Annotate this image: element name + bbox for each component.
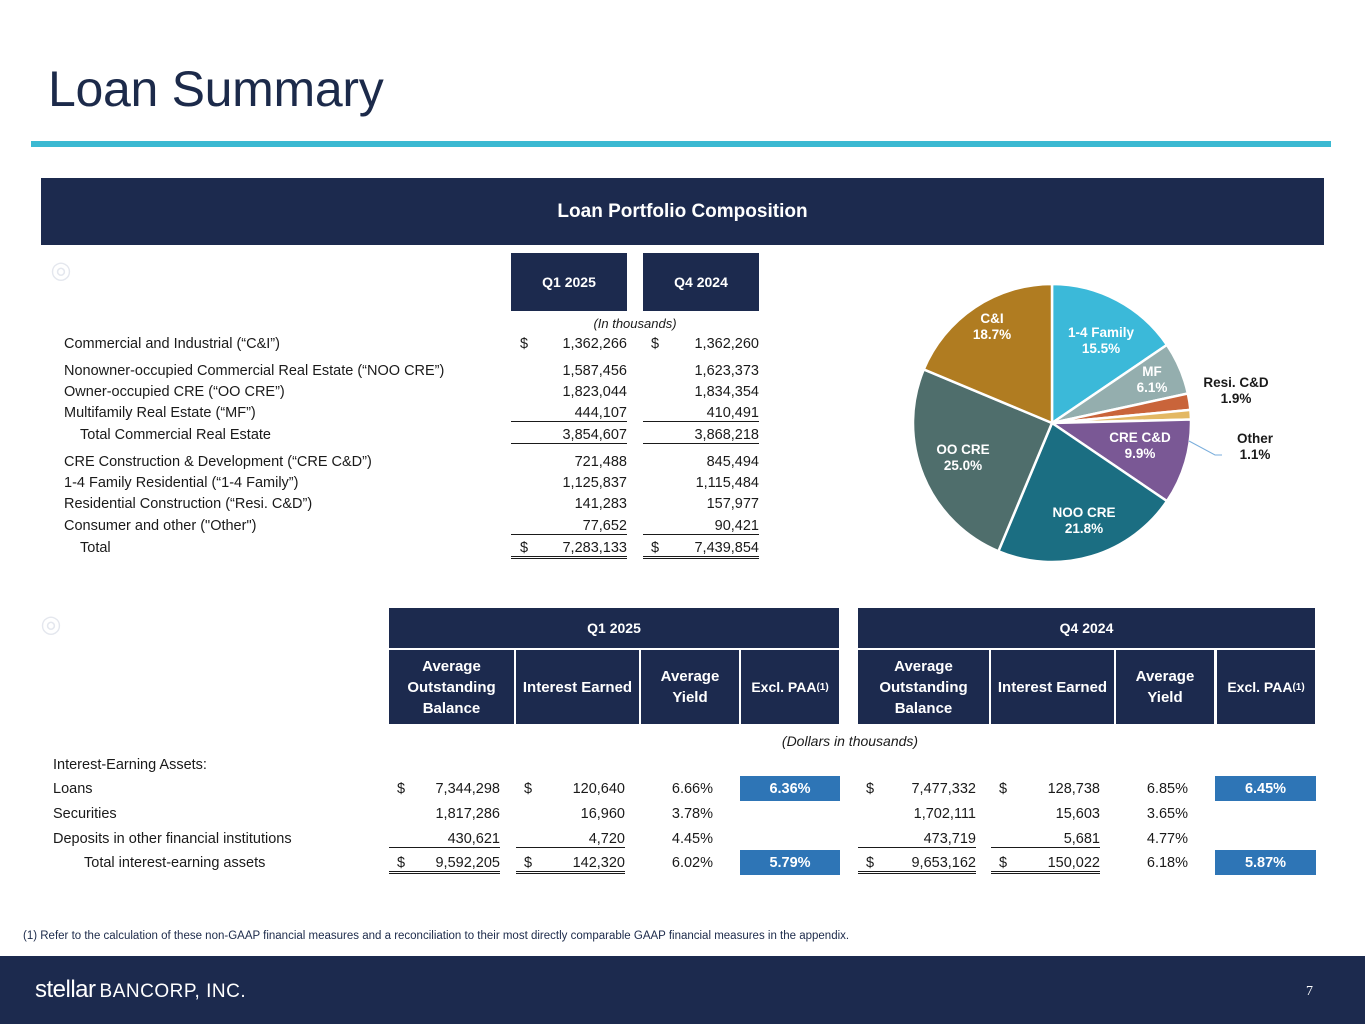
header-text: Average Outstanding Balance <box>879 657 968 717</box>
slice-percent: 9.9% <box>1124 446 1156 461</box>
slice-percent: 1.9% <box>1220 391 1252 406</box>
value-q4-2024: 157,977 <box>706 496 759 512</box>
row-label: Total <box>80 540 111 556</box>
section-label-row <box>0 757 1365 777</box>
interest-earned-q4: 15,603 <box>1055 806 1100 822</box>
value-q4-2024: 410,491 <box>643 405 759 422</box>
yield-header-q1-2025: Q1 2025 <box>389 608 839 648</box>
company-logo <box>35 976 246 1004</box>
value-q1-2025: 1,125,837 <box>562 475 627 491</box>
row-label: Multifamily Real Estate (“MF”) <box>64 405 256 421</box>
value-q4-2024: 1,623,373 <box>694 363 759 379</box>
avg-balance-q4: 473,719 <box>858 831 976 848</box>
footnote-marker: (1) <box>1292 681 1305 693</box>
header-text: Average Yield <box>1135 668 1195 706</box>
watermark-icon: ◎ <box>50 257 72 284</box>
header-text: Interest Earned <box>997 678 1108 696</box>
row-label: CRE Construction & Development (“CRE C&D”) <box>64 454 372 470</box>
currency-symbol: $ <box>651 540 660 556</box>
interest-earned-q1: 120,640 <box>572 781 625 797</box>
slice-percent: 6.1% <box>1136 380 1168 395</box>
row-label: Total interest-earning assets <box>84 855 266 871</box>
avg-yield-q1: 3.78% <box>671 806 713 822</box>
slice-percent: 1.1% <box>1239 447 1271 462</box>
value-q4-2024: 1,115,484 <box>695 475 759 491</box>
section-label: Interest-Earning Assets: <box>53 757 207 773</box>
footer-bar <box>0 956 1365 1024</box>
slice-percent: 21.8% <box>1064 521 1104 536</box>
currency-symbol: $ <box>866 781 875 797</box>
logo-wordmark: stellar <box>35 976 96 1003</box>
value-q4-2024: 1,834,354 <box>694 384 759 400</box>
slice-name: MF <box>1142 364 1162 379</box>
interest-earned-q1: 142,320 <box>516 855 625 874</box>
footnote: (1) Refer to the calculation of these non-GAAP financial measures and a reconciliation to their most directly comparable GAAP financial measures in the appendix. <box>23 930 850 942</box>
excl-paa-q1-highlight: 6.36% <box>740 776 840 801</box>
avg-yield-q4: 3.65% <box>1146 806 1188 822</box>
row-label: 1-4 Family Residential (“1-4 Family”) <box>64 475 299 491</box>
row-label: Securities <box>53 806 117 822</box>
logo-subtitle: BANCORP, INC. <box>99 981 247 1002</box>
leader-line <box>1189 441 1222 455</box>
avg-balance-q1: 430,621 <box>389 831 500 848</box>
yield-row <box>0 781 1365 801</box>
section-header: Loan Portfolio Composition <box>41 178 1324 245</box>
slice-percent: 15.5% <box>1081 341 1121 356</box>
yield-header-q4-2024: Q4 2024 <box>858 608 1315 648</box>
avg-balance-q1: 1,817,286 <box>435 806 500 822</box>
yield-row <box>0 806 1365 826</box>
currency-symbol: $ <box>651 336 660 352</box>
avg-balance-header <box>858 650 989 724</box>
slice-name: OO CRE <box>936 442 990 457</box>
currency-symbol: $ <box>397 781 406 797</box>
interest-earned-q4: 128,738 <box>1047 781 1100 797</box>
footnote-marker: (1) <box>816 681 829 693</box>
value-q1-2025: 1,823,044 <box>562 384 627 400</box>
watermark-icon: ◎ <box>40 611 62 638</box>
currency-symbol: $ <box>397 855 406 871</box>
currency-symbol: $ <box>999 855 1008 871</box>
value-q1-2025: 141,283 <box>574 496 627 512</box>
interest-earned-q1: 16,960 <box>580 806 625 822</box>
interest-earned-q4: 150,022 <box>991 855 1100 874</box>
excl-paa-q4-highlight: 6.45% <box>1215 776 1316 801</box>
interest-earned-header <box>991 650 1114 724</box>
slice-name: Resi. C&D <box>1203 375 1269 390</box>
row-label: Nonowner-occupied Commercial Real Estate (“NOO CRE”) <box>64 363 445 379</box>
currency-symbol: $ <box>524 855 533 871</box>
header-text: Average Yield <box>660 668 720 706</box>
row-label: Deposits in other financial institutions <box>53 831 292 847</box>
interest-earned-q4: 5,681 <box>991 831 1100 848</box>
interest-earned-q1: 4,720 <box>516 831 625 848</box>
value-q1-2025: 1,587,456 <box>562 363 627 379</box>
slice-name: C&I <box>980 311 1004 326</box>
avg-yield-header <box>641 650 739 724</box>
header-text: Interest Earned <box>522 678 633 696</box>
avg-balance-q4: 1,702,111 <box>913 806 976 822</box>
column-header-q1-2025: Q1 2025 <box>511 253 627 311</box>
avg-yield-header <box>1116 650 1214 724</box>
row-label: Total Commercial Real Estate <box>80 427 271 443</box>
header-text: Average Outstanding Balance <box>407 657 496 717</box>
pie-slice-label <box>936 442 989 473</box>
slice-percent: 18.7% <box>972 327 1012 342</box>
row-label: Owner-occupied CRE (“OO CRE”) <box>64 384 285 400</box>
row-label: Residential Construction (“Resi. C&D”) <box>64 496 313 512</box>
excl-paa-q4-highlight: 5.87% <box>1215 850 1316 875</box>
avg-yield-q1: 6.02% <box>671 855 713 871</box>
avg-balance-q4: 7,477,332 <box>911 781 976 797</box>
row-label: Commercial and Industrial (“C&I”) <box>64 336 280 352</box>
excl-paa-header <box>1217 650 1315 724</box>
currency-symbol: $ <box>866 855 875 871</box>
avg-balance-q1: 7,344,298 <box>435 781 500 797</box>
value-q1-2025: 1,362,266 <box>562 336 627 352</box>
yield-row <box>0 831 1365 851</box>
avg-yield-q1: 6.66% <box>671 781 713 797</box>
header-text: Excl. PAA <box>1227 678 1293 695</box>
avg-balance-q4: 9,653,162 <box>858 855 976 874</box>
pie-slice-label <box>1237 431 1274 462</box>
value-q1-2025: 7,283,133 <box>511 540 627 559</box>
row-label: Consumer and other ("Other") <box>64 518 257 534</box>
avg-yield-q4: 6.18% <box>1146 855 1188 871</box>
avg-balance-header <box>389 650 514 724</box>
value-q1-2025: 77,652 <box>511 518 627 535</box>
interest-earned-header <box>516 650 639 724</box>
currency-symbol: $ <box>520 336 529 352</box>
units-note: (In thousands) <box>593 316 677 331</box>
slice-name: 1-4 Family <box>1067 325 1135 340</box>
value-q1-2025: 721,488 <box>574 454 627 470</box>
yield-row <box>0 855 1365 875</box>
pie-slice-label <box>1203 375 1269 406</box>
slice-name: Other <box>1236 431 1274 446</box>
slice-name: NOO CRE <box>1052 505 1116 520</box>
value-q4-2024: 90,421 <box>643 518 759 535</box>
avg-yield-q1: 4.45% <box>671 831 713 847</box>
value-q4-2024: 1,362,260 <box>694 336 759 352</box>
value-q4-2024: 7,439,854 <box>643 540 759 559</box>
page-number: 7 <box>1306 984 1313 999</box>
row-label: Loans <box>53 781 93 797</box>
currency-symbol: $ <box>520 540 529 556</box>
value-q4-2024: 3,868,218 <box>643 427 759 444</box>
slice-percent: 25.0% <box>943 458 983 473</box>
avg-yield-q4: 4.77% <box>1146 831 1188 847</box>
currency-symbol: $ <box>524 781 533 797</box>
page-title: Loan Summary <box>48 61 384 117</box>
column-header-q4-2024: Q4 2024 <box>643 253 759 311</box>
avg-balance-q1: 9,592,205 <box>389 855 500 874</box>
value-q1-2025: 3,854,607 <box>511 427 627 444</box>
value-q1-2025: 444,107 <box>511 405 627 422</box>
slice-name: CRE C&D <box>1109 430 1171 445</box>
excl-paa-q1-highlight: 5.79% <box>740 850 840 875</box>
avg-yield-q4: 6.85% <box>1146 781 1188 797</box>
value-q4-2024: 845,494 <box>706 454 759 470</box>
header-text: Excl. PAA <box>751 678 817 695</box>
excl-paa-header <box>741 650 839 724</box>
yield-units-note: (Dollars in thousands) <box>781 733 919 749</box>
currency-symbol: $ <box>999 781 1008 797</box>
